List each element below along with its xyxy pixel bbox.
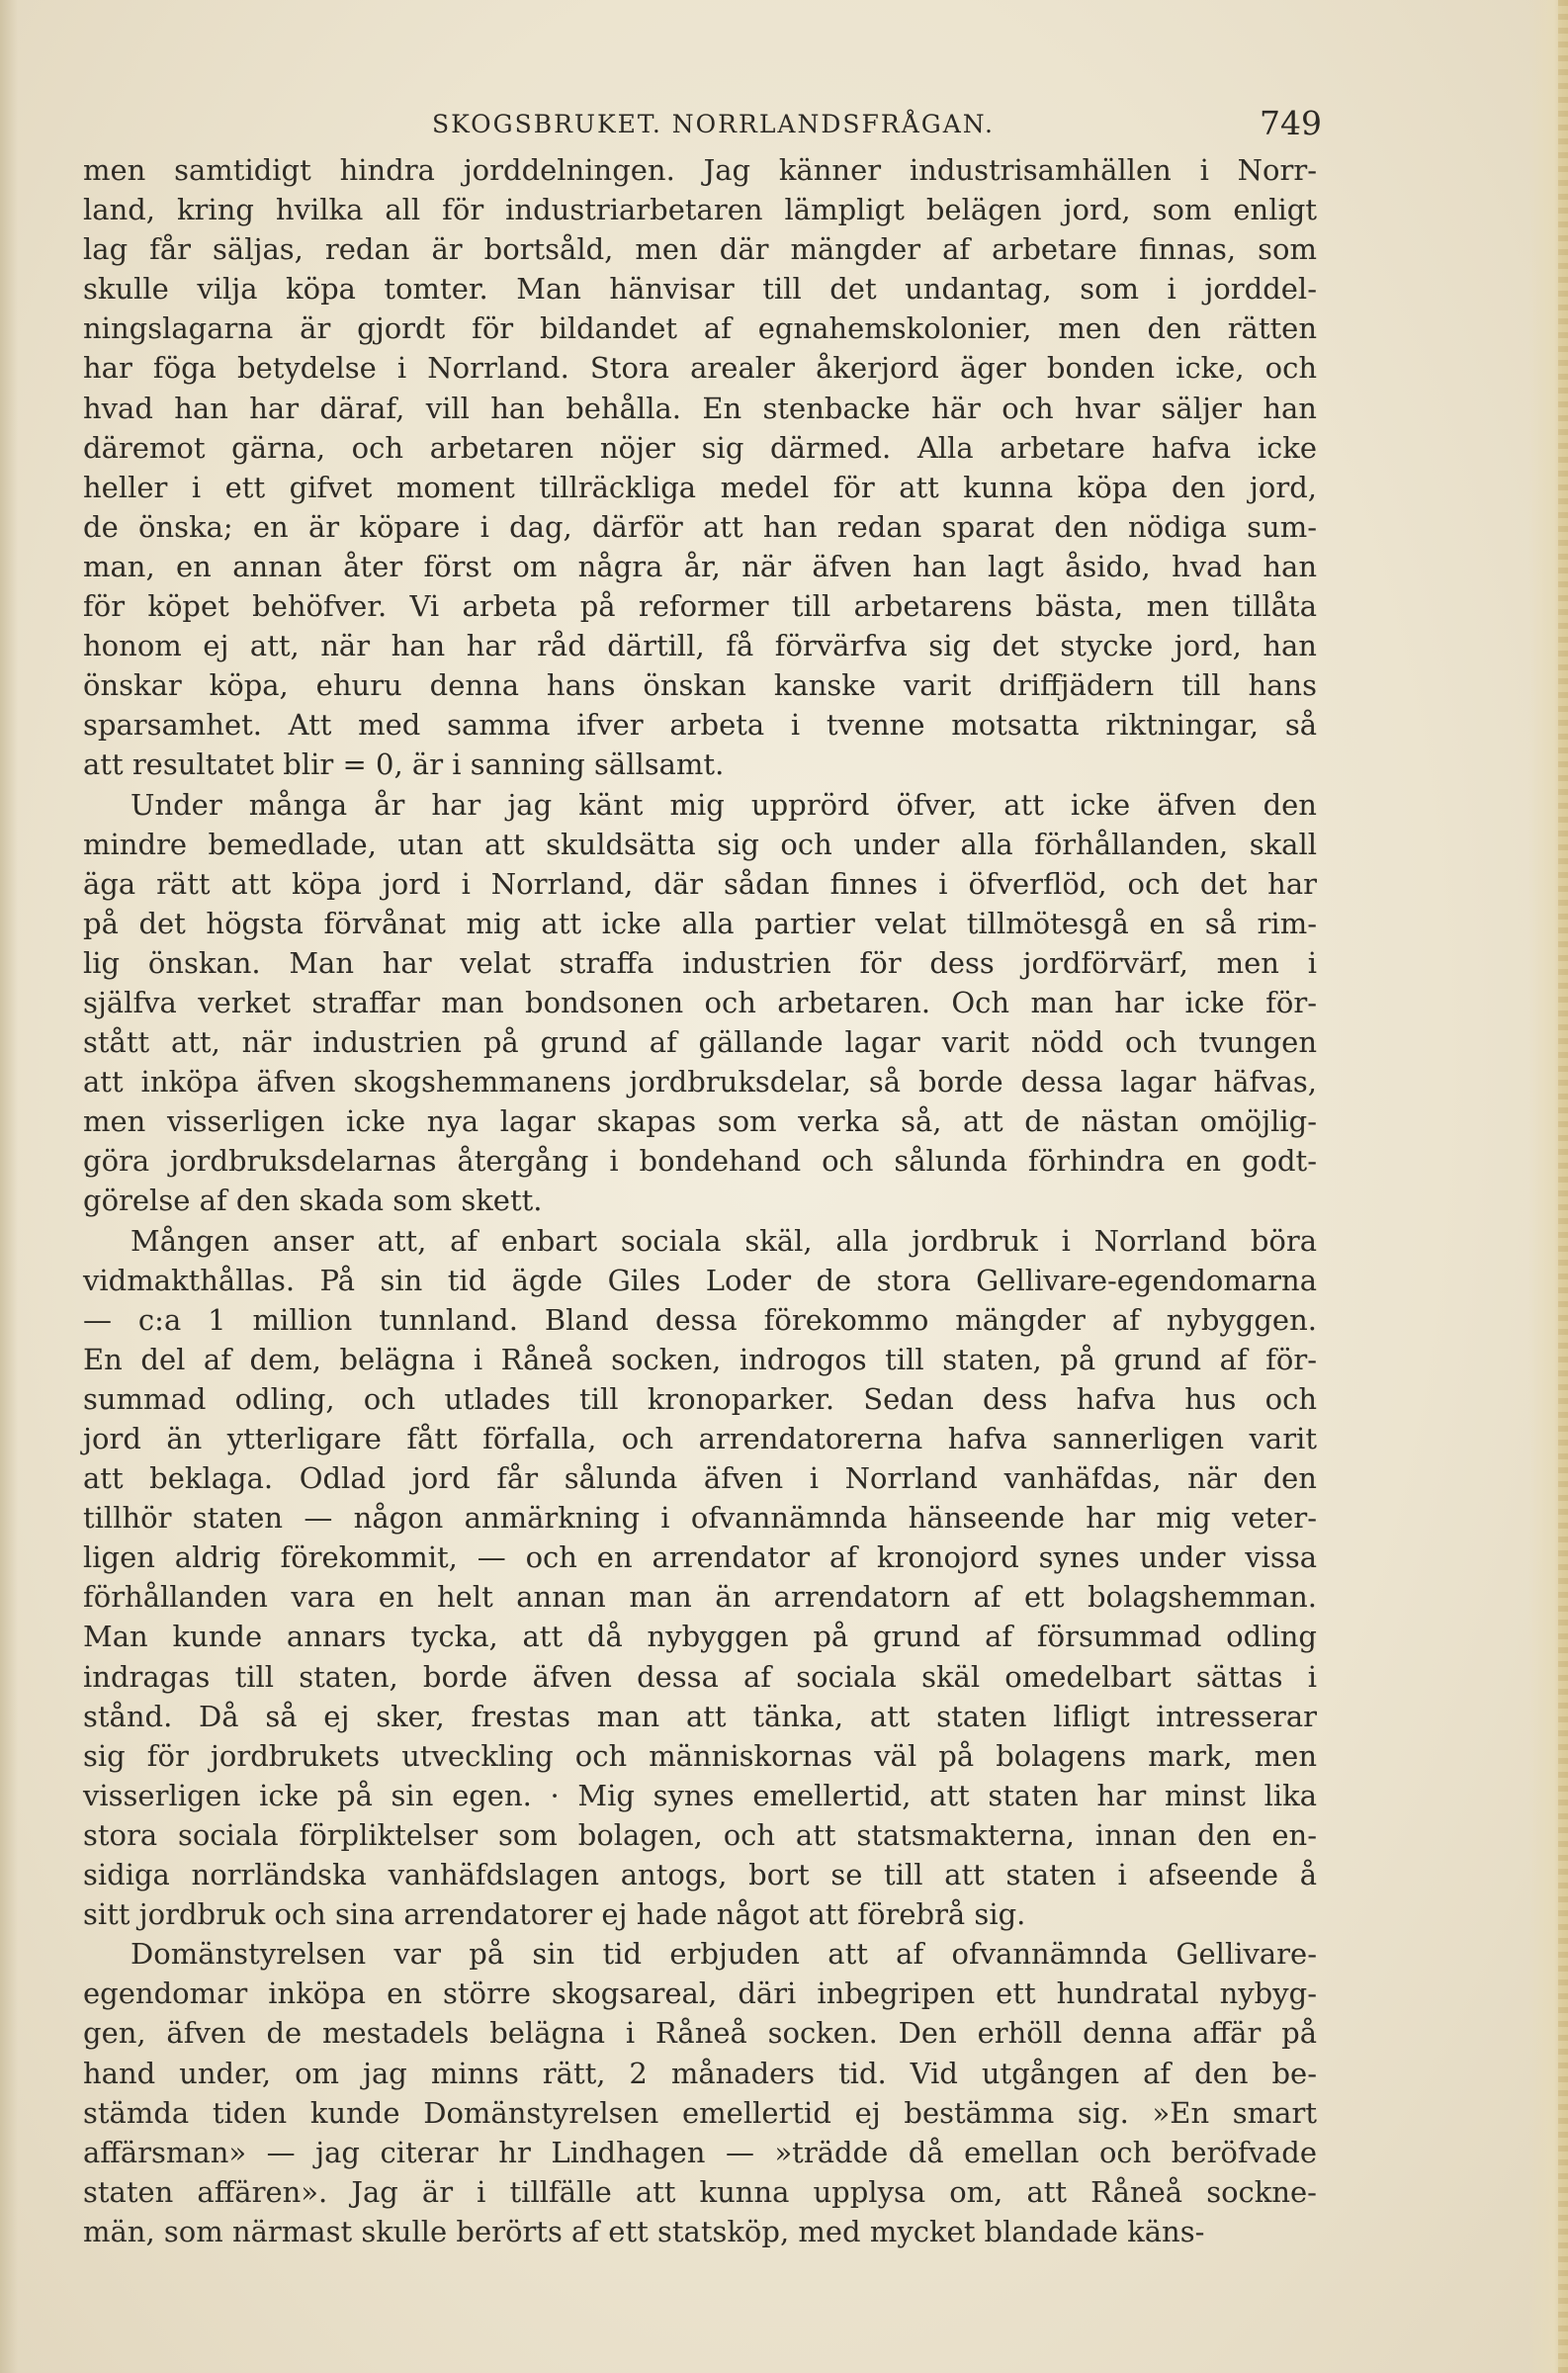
text-line: honom ej att, när han har råd därtill, få förvärfva sig det stycke jord, han	[83, 629, 1317, 663]
text-line: däremot gärna, och arbetaren nöjer sig därmed. Alla arbetare hafva icke	[83, 430, 1317, 465]
running-head: SKOGSBRUKET. NORRLANDSFRÅGAN.	[432, 110, 995, 138]
text-line: — c:a 1 million tunnland. Bland dessa förekommo mängder af nybyggen.	[83, 1302, 1317, 1337]
text-line: Domänstyrelsen var på sin tid erbjuden att af ofvannämnda Gellivare-	[131, 1937, 1317, 1972]
text-line: stora sociala förpliktelser som bolagen, och att statsmakterna, innan den en-	[83, 1817, 1317, 1852]
text-line: En del af dem, belägna i Råneå socken, indrogos till staten, på grund af för-	[83, 1342, 1317, 1376]
text-line: ningslagarna är gjordt för bildandet af egnahemskolonier, men den rätten	[83, 311, 1317, 346]
text-line: göra jordbruksdelarnas återgång i bondehand och sålunda förhindra en godt-	[83, 1144, 1317, 1179]
text-line: har föga betydelse i Norrland. Stora arealer åkerjord äger bonden icke, och	[83, 351, 1317, 386]
text-line: jord än ytterligare fått förfalla, och arrendatorerna hafva sannerligen varit	[83, 1422, 1317, 1455]
text-line: egendomar inköpa en större skogsareal, däri inbegripen ett hundratal nybyg-	[83, 1977, 1317, 2011]
text-line: mindre bemedlade, utan att skuldsätta sig och under alla förhållanden, skall	[83, 827, 1317, 861]
text-line: lig önskan. Man har velat straffa industrien för dess jordförvärf, men i	[83, 945, 1317, 980]
text-line: att beklaga. Odlad jord får sålunda äfven i Norrland vanhäfdas, när den	[83, 1461, 1317, 1496]
text-line: önskar köpa, ehuru denna hans önskan kanske varit driffjädern till hans	[83, 668, 1317, 703]
text-line: vidmakthållas. På sin tid ägde Giles Loder de stora Gellivare-egendomarna	[83, 1263, 1317, 1297]
text-line: lag får säljas, redan är bortsåld, men där mängder af arbetare finnas, som	[83, 232, 1317, 267]
text-line: förhållanden vara en helt annan man än arrendatorn af ett bolagshemman.	[83, 1580, 1317, 1615]
text-line: Man kunde annars tycka, att då nybyggen på grund af försummad odling	[83, 1620, 1317, 1654]
page-binding-edge	[1558, 0, 1568, 2373]
text-line: visserligen icke på sin egen. · Mig synes emellertid, att staten har minst lika	[83, 1778, 1317, 1812]
text-line: äga rätt att köpa jord i Norrland, där sådan finnes i öfverflöd, och det har	[83, 866, 1317, 901]
page-left-edge	[0, 0, 18, 2373]
text-line: att inköpa äfven skogshemmanens jordbruksdelar, så borde dessa lagar häfvas,	[83, 1065, 1317, 1099]
text-line: de önska; en är köpare i dag, därför att han redan sparat den nödiga sum-	[83, 509, 1317, 544]
text-line: staten affären». Jag är i tillfälle att kunna upplysa om, att Råneå sockne-	[83, 2174, 1317, 2209]
text-line: affärsman» — jag citerar hr Lindhagen — »trädde då emellan och beröfvade	[83, 2135, 1317, 2169]
text-line: indragas till staten, borde äfven dessa af sociala skäl omedelbart sättas i	[83, 1659, 1317, 1694]
text-line: sig för jordbrukets utveckling och människornas väl på bolagens mark, men	[83, 1738, 1317, 1773]
text-line: görelse af den skada som skett.	[83, 1184, 543, 1218]
text-line: män, som närmast skulle berörts af ett statsköp, med mycket blandade käns-	[83, 2214, 1205, 2248]
text-line: stått att, när industrien på grund af gällande lagar varit nödd och tvungen	[83, 1025, 1317, 1060]
body-text	[83, 150, 1317, 2251]
text-line: sidiga norrländska vanhäfdslagen antogs, bort se till att staten i afseende å	[83, 1858, 1317, 1892]
paragraph	[83, 150, 1317, 785]
text-line: Mången anser att, af enbart sociala skäl, alla jordbruk i Norrland böra	[131, 1223, 1317, 1258]
text-line: för köpet behöfver. Vi arbeta på reformer till arbetarens bästa, men tillåta	[83, 589, 1317, 624]
text-line: på det högsta förvånat mig att icke alla partier velat tillmötesgå en så rim-	[83, 906, 1317, 940]
paragraph	[83, 785, 1317, 1221]
text-line: sitt jordbruk och sina arrendatorer ej hade något att förebrå sig.	[83, 1897, 1026, 1932]
paragraph	[83, 1934, 1317, 2251]
text-line: själfva verket straffar man bondsonen och arbetaren. Och man har icke för-	[83, 985, 1317, 1019]
text-line: gen, äfven de mestadels belägna i Råneå socken. Den erhöll denna affär på	[83, 2016, 1317, 2051]
text-line: men visserligen icke nya lagar skapas som verka så, att de nästan omöjlig-	[83, 1104, 1317, 1139]
page-header	[432, 104, 1322, 143]
text-line: stånd. Då så ej sker, frestas man att tänka, att staten lifligt intresserar	[83, 1699, 1317, 1733]
text-line: Under många år har jag känt mig upprörd öfver, att icke äfven den	[131, 787, 1317, 822]
text-line: stämda tiden kunde Domänstyrelsen emellertid ej bestämma sig. »En smart	[83, 2095, 1317, 2130]
text-line: hand under, om jag minns rätt, 2 månaders tid. Vid utgången af den be-	[83, 2056, 1317, 2090]
text-line: tillhör staten — någon anmärkning i ofvannämnda hänseende har mig veter-	[83, 1501, 1317, 1536]
page-number: 749	[1260, 104, 1322, 142]
text-line: ligen aldrig förekommit, — och en arrendator af kronojord synes under vissa	[83, 1540, 1317, 1575]
text-line: heller i ett gifvet moment tillräckliga medel för att kunna köpa den jord,	[83, 470, 1317, 504]
text-line: hvad han har däraf, vill han behålla. En stenbacke här och hvar säljer han	[83, 391, 1317, 425]
text-line: att resultatet blir = 0, är i sanning sällsamt.	[83, 747, 725, 782]
text-line: sparsamhet. Att med samma ifver arbeta i tvenne motsatta riktningar, så	[83, 708, 1317, 743]
text-line: land, kring hvilka all för industriarbetaren lämpligt belägen jord, som enligt	[83, 193, 1317, 227]
text-line: man, en annan åter först om några år, när äfven han lagt åsido, hvad han	[83, 549, 1317, 583]
text-line: summad odling, och utlades till kronoparker. Sedan dess hafva hus och	[83, 1381, 1317, 1416]
text-line: men samtidigt hindra jorddelningen. Jag känner industrisamhällen i Norr-	[83, 153, 1317, 187]
text-line: skulle vilja köpa tomter. Man hänvisar till det undantag, som i jorddel-	[83, 272, 1317, 307]
paragraph	[83, 1221, 1317, 1935]
